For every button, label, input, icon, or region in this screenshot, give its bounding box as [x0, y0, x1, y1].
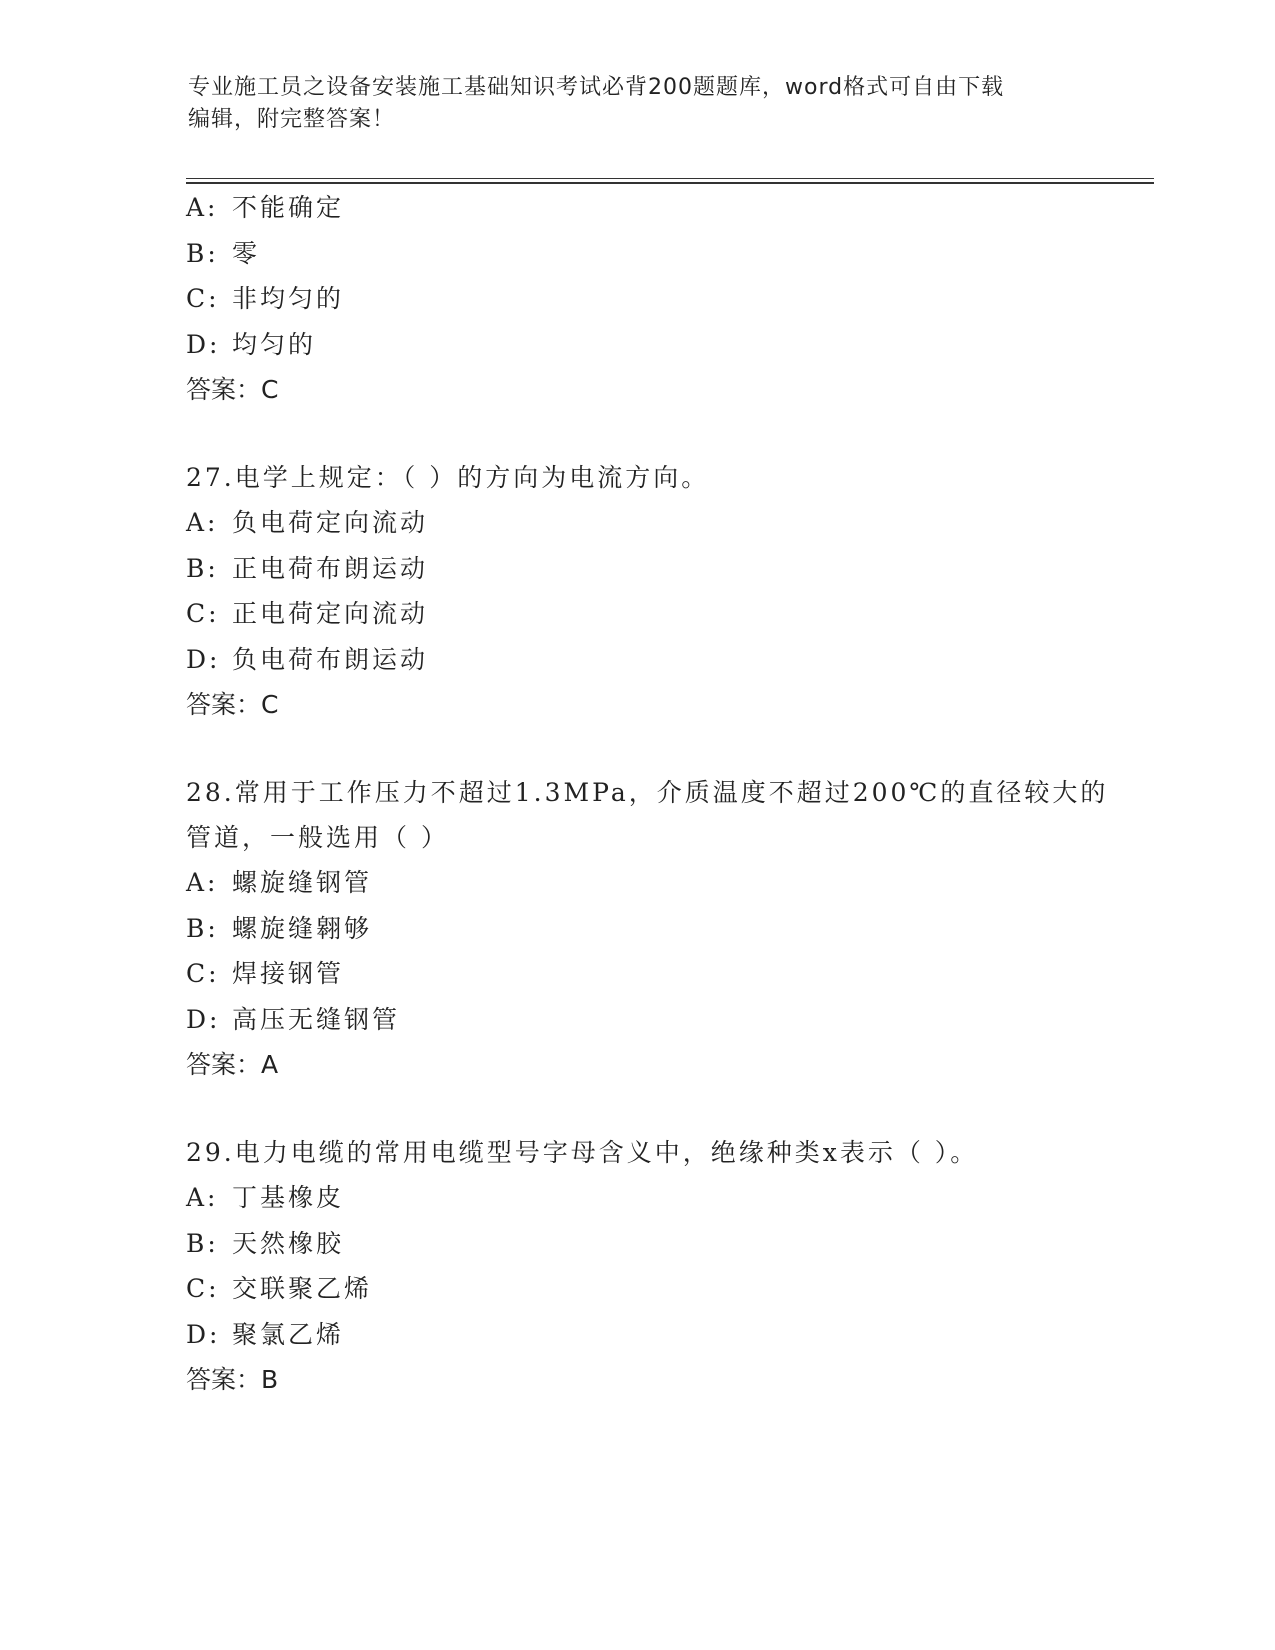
option-a: A: 螺旋缝钢管: [186, 868, 373, 897]
answer-line: [186, 682, 1126, 728]
header-line-1: 专业施工员之设备安装施工基础知识考试必背200题题库，word格式可自由下载: [188, 75, 1005, 100]
question-text: 28.常用于工作压力不超过1.3MPa，介质温度不超过200℃的直径较大的管道，一般选用（ ）: [186, 778, 1109, 852]
option-text: 高压无缝钢管: [232, 1004, 401, 1034]
option-text: 焊接钢管: [232, 959, 345, 988]
answer-label: 答案：: [186, 1365, 262, 1394]
option-d: D: 聚氯乙烯: [186, 1319, 345, 1349]
option-text: 不能确定: [232, 193, 345, 222]
answer-line: [186, 1042, 1126, 1088]
answer-value: C: [261, 375, 279, 404]
option-c: C: 交联聚乙烯: [186, 1274, 373, 1303]
option-a: A: 负电荷定向流动: [186, 508, 429, 537]
option-text: 正电荷布朗运动: [232, 553, 429, 583]
option-b: B: 螺旋缝翱够: [186, 913, 373, 943]
option-c: C: 焊接钢管: [186, 959, 345, 988]
question-text: 27.电学上规定：（ ）的方向为电流方向。: [186, 463, 710, 492]
option-text: 均匀的: [232, 329, 317, 359]
answer-label: 答案：: [186, 690, 262, 719]
answer-line: [186, 367, 1126, 413]
option-text: 正电荷定向流动: [232, 599, 429, 628]
answer-value: A: [261, 1050, 279, 1079]
question-block-26: [186, 185, 1126, 413]
option-text: 交联聚乙烯: [232, 1274, 373, 1303]
option-a: A: 丁基橡皮: [186, 1183, 345, 1212]
answer-line: [186, 1357, 1126, 1403]
answer-value: B: [261, 1365, 279, 1394]
header-line-2: 编辑，附完整答案！: [188, 107, 396, 132]
option-d: D: 负电荷布朗运动: [186, 644, 429, 674]
option-a: A: 不能确定: [186, 193, 345, 222]
option-text: 零: [232, 238, 261, 268]
option-text: 负电荷定向流动: [232, 508, 429, 537]
option-text: 天然橡胶: [232, 1228, 345, 1258]
question-block-27: [186, 455, 1126, 728]
option-b: B: 正电荷布朗运动: [186, 553, 429, 583]
option-b: B: 天然橡胶: [186, 1228, 345, 1258]
option-text: 丁基橡皮: [232, 1183, 345, 1212]
option-text: 负电荷布朗运动: [232, 644, 429, 674]
question-text: 29.电力电缆的常用电缆型号字母含义中，绝缘种类x表示（ ）。: [186, 1138, 979, 1167]
answer-label: 答案：: [186, 1050, 262, 1079]
option-c: C: 正电荷定向流动: [186, 599, 429, 628]
answer-value: C: [261, 690, 279, 719]
answer-label: 答案：: [186, 375, 262, 404]
option-b: B: 零: [186, 238, 261, 268]
option-text: 螺旋缝钢管: [232, 868, 373, 897]
option-text: 聚氯乙烯: [232, 1319, 345, 1349]
header-divider-thin: [186, 178, 1154, 179]
question-block-28: [186, 770, 1126, 1088]
header-divider-thick: [186, 182, 1154, 184]
option-c: C: 非均匀的: [186, 284, 345, 313]
option-d: D: 均匀的: [186, 329, 317, 359]
option-d: D: 高压无缝钢管: [186, 1004, 401, 1034]
option-text: 非均匀的: [232, 284, 345, 313]
document-header: [188, 72, 1088, 136]
option-text: 螺旋缝翱够: [232, 913, 373, 943]
question-block-29: [186, 1130, 1126, 1403]
